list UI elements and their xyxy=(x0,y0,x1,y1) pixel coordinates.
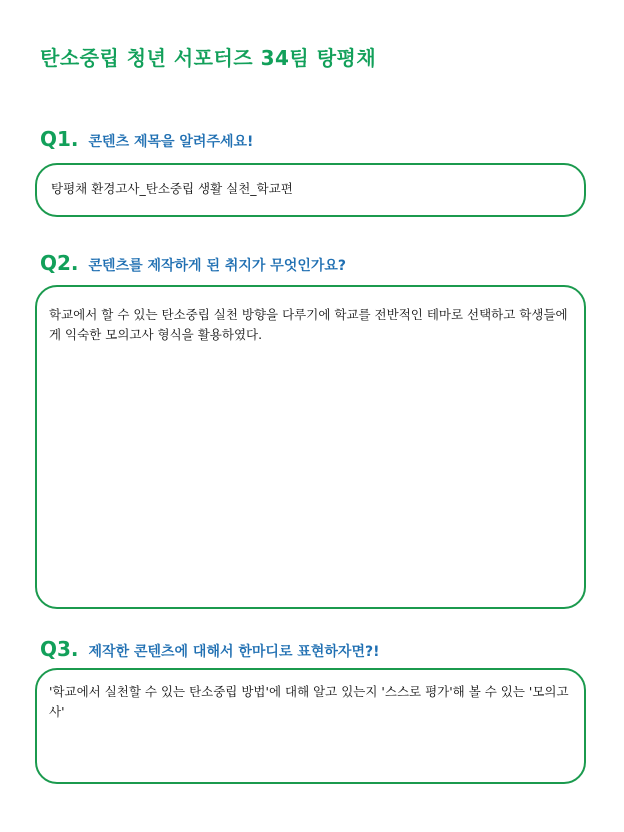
question-number: Q1. xyxy=(40,127,79,151)
question-1 xyxy=(40,127,253,151)
question-number: Q3. xyxy=(40,637,79,661)
question-2 xyxy=(40,251,346,275)
answer-box-3 xyxy=(35,668,586,784)
answer-text: '학교에서 실천할 수 있는 탄소중립 방법'에 대해 알고 있는지 '스스로 평가'해 볼 수 있는 '모의고사' xyxy=(49,684,569,719)
answer-box-1 xyxy=(35,163,586,217)
question-number: Q2. xyxy=(40,251,79,275)
question-text: 콘텐츠 제목을 알려주세요! xyxy=(88,134,254,150)
question-text: 콘텐츠를 제작하게 된 취지가 무엇인가요? xyxy=(88,258,347,274)
page-title: 탄소중립 청년 서포터즈 34팀 탕평채 xyxy=(40,46,377,70)
answer-box-2 xyxy=(35,285,586,609)
question-3 xyxy=(40,637,379,661)
answer-text: 학교에서 할 수 있는 탄소중립 실천 방향을 다루기에 학교를 전반적인 테마로 선택하고 학생들에게 익숙한 모의고사 형식을 활용하였다. xyxy=(49,307,568,342)
question-text: 제작한 콘텐츠에 대해서 한마디로 표현하자면?! xyxy=(88,644,380,660)
answer-text: 탕평채 환경고사_탄소중립 생활 실천_학교편 xyxy=(51,181,293,196)
